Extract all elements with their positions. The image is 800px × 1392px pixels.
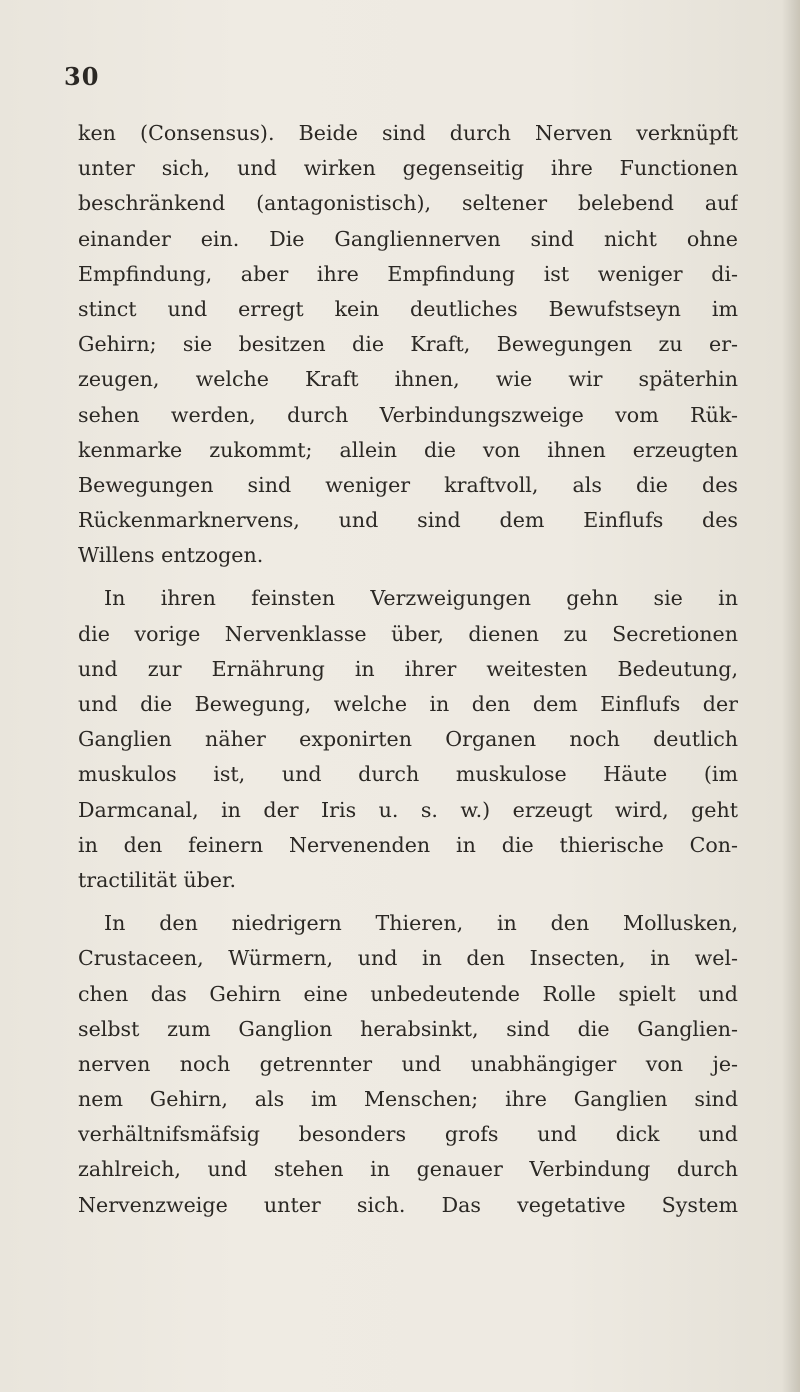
text-line: sehen werden, durch Verbindungszweige vom Rük- (78, 402, 738, 427)
paragraph-gap (78, 898, 738, 906)
page-edge-shadow (782, 0, 800, 1392)
text-line: kenmarke zukommt; allein die von ihnen erzeugten (78, 437, 738, 462)
text-line: muskulos ist, und durch muskulose Häute (im (78, 762, 738, 787)
text-line: Gehirn; sie besitzen die Kraft, Bewegungen zu er- (78, 332, 738, 357)
text-line: nem Gehirn, als im Menschen; ihre Ganglien sind (78, 1087, 738, 1112)
text-line: In den niedrigern Thieren, in den Mollusken, (104, 911, 738, 936)
text-line: Rückenmarknervens, und sind dem Einflufs des (78, 508, 738, 533)
paragraph-2 (78, 581, 738, 898)
text-line: selbst zum Ganglion herabsinkt, sind die Ganglien- (78, 1016, 738, 1041)
text-line: Ganglien näher exponirten Organen noch deutlich (78, 727, 738, 752)
text-line: Darmcanal, in der Iris u. s. w.) erzeugt wird, geht (78, 797, 738, 822)
body-text (78, 116, 738, 1223)
text-line: Bewegungen sind weniger kraftvoll, als die des (78, 472, 738, 497)
text-line: einander ein. Die Gangliennerven sind nicht ohne (78, 226, 738, 251)
text-line: verhältnifsmäfsig besonders grofs und dick und (78, 1122, 738, 1147)
paragraph-gap (78, 573, 738, 581)
text-line: beschränkend (antagonistisch), seltener belebend auf (78, 191, 738, 216)
text-line: in den feinern Nervenenden in die thierische Con- (78, 832, 738, 857)
text-line: Nervenzweige unter sich. Das vegetative System (78, 1192, 738, 1217)
text-line: unter sich, und wirken gegenseitig ihre Functionen (78, 156, 738, 181)
text-line: Crustaceen, Würmern, und in den Insecten, in wel- (78, 946, 738, 971)
text-line: zeugen, welche Kraft ihnen, wie wir späterhin (78, 367, 738, 392)
paragraph-1 (78, 116, 738, 573)
text-line: zahlreich, und stehen in genauer Verbindung durch (78, 1157, 738, 1182)
text-line: und zur Ernährung in ihrer weitesten Bedeutung, (78, 656, 738, 681)
text-line: In ihren feinsten Verzweigungen gehn sie in (104, 586, 738, 611)
text-line: die vorige Nervenklasse über, dienen zu Secretionen (78, 621, 738, 646)
text-line: Empfindung, aber ihre Empfindung ist weniger di- (78, 261, 738, 286)
text-line: stinct und erregt kein deutliches Bewufstseyn im (78, 296, 738, 321)
text-line: Willens entzogen. (78, 543, 264, 568)
text-line: ken (Consensus). Beide sind durch Nerven verknüpft (78, 121, 738, 145)
text-line: und die Bewegung, welche in den dem Einflufs der (78, 692, 738, 716)
text-line: tractilität über. (78, 867, 237, 892)
paragraph-3 (78, 906, 738, 1223)
page-number: 30 (64, 62, 100, 91)
text-line: nerven noch getrennter und unabhängiger von je- (78, 1051, 738, 1076)
text-line: chen das Gehirn eine unbedeutende Rolle spielt und (78, 981, 738, 1006)
